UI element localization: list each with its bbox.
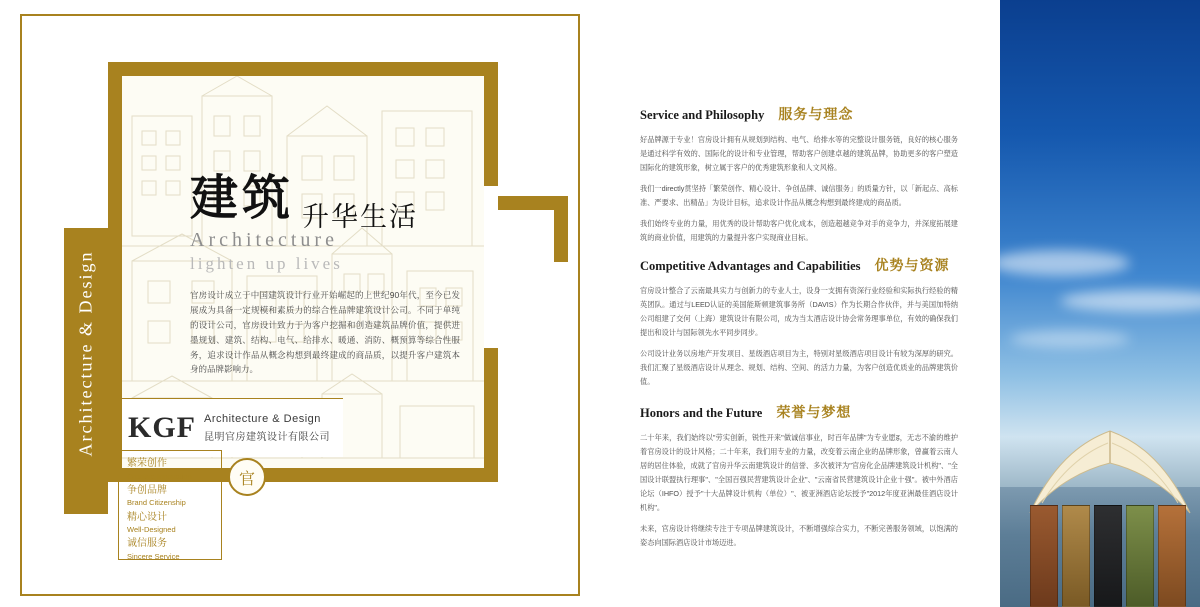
value-en-1: Brand Citizenship bbox=[127, 498, 186, 508]
logo-tagline-en: Architecture & Design bbox=[204, 413, 321, 425]
pillar bbox=[1062, 505, 1090, 607]
value-en-2: Well-Designed bbox=[127, 525, 176, 534]
frame-corner-top bbox=[484, 76, 498, 186]
vertical-gold-bar bbox=[64, 228, 108, 514]
section-title-cn: 服务与理念 bbox=[778, 106, 854, 122]
section-title-en: Competitive Advantages and Capabilities bbox=[640, 259, 861, 273]
section-body bbox=[640, 133, 958, 245]
frame-corner-bottom bbox=[484, 348, 498, 468]
frame-notch-vertical bbox=[554, 196, 568, 262]
vertical-label: Architecture & Design bbox=[75, 250, 96, 457]
company-seal-icon: 官 bbox=[228, 458, 266, 496]
value-cn-1: 争创品牌 bbox=[127, 484, 167, 496]
pillar bbox=[1126, 505, 1154, 607]
paragraph: 二十年来，我们始终以"劳实创新，锐性开来"做诚信事业，时百年品牌"为专业愿ह，无志不渝的维护着官房设计的设计风格；二十年来，我们用专业的力量，改变着云南企业的品牌形象，曾赢着云南人居的居住体验，成就了官房升华云南建筑设计的信誉、多次被评为"官房化企品牌建筑设计机构"、"全国设计联盟执行理事"、"全国百强民营建筑设计企业"、"云南省民营建筑设计企业十强"。被中外酒店论坛（IHFO）授予"十大品牌设计机构（单位）"、被亚洲酒店论坛授予"2012年度亚洲最佳酒店设计机构"。 bbox=[640, 433, 958, 513]
section-honors bbox=[640, 402, 958, 557]
pillar bbox=[1158, 505, 1186, 607]
paragraph: 好品牌源于专业！官房设计拥有从规划到结构、电气、给排水等的完整设计服务链，良好的核心服务是通过科学有效的、国际化的设计和专业管理，帮助客户创建卓越的建筑品牌，协助更多的客户塑造国际化的建筑形象，树立属于客户的优秀建筑形象和人文风格。 bbox=[640, 135, 958, 173]
logo-block bbox=[122, 398, 343, 457]
values-list bbox=[118, 450, 222, 560]
pillar bbox=[1094, 505, 1122, 607]
paragraph: 我们一directly贯坚持「繁荣创作、精心设计、争创品牌、诚信服务」的质量方针，以「新起点、高标准、严要求、出精品」为设计目标，追求设计作品从概念构想到最终建成的商品质。 bbox=[640, 184, 958, 208]
value-en-3: Sincere Service bbox=[127, 551, 180, 561]
section-advantages bbox=[640, 255, 958, 396]
cover-photo-panel bbox=[1000, 0, 1200, 607]
value-cn-0: 繁荣创作 bbox=[127, 458, 167, 469]
page-subtitle-en: lighten up lives bbox=[190, 254, 343, 273]
value-cn-3: 诚信服务 bbox=[127, 538, 167, 550]
page-title: 建筑 bbox=[190, 172, 295, 225]
value-en-0: Creative Innovation bbox=[127, 471, 192, 481]
book-architecture-sculpture bbox=[1026, 417, 1196, 607]
company-intro-text: 官房设计成立于中国建筑设计行业开始崛起的上世纪90年代，至今已发展成为具备一定规模和素质力的综合性品牌建筑设计公司。不同于单纯的设计公司，官房设计致力于为客户挖掘和创造建筑品牌价值，提供进墨规划、建筑、结构、电气、给排水、暖通、消防、概预算等综合性服务，追求设计作品从概念构想到最终建成的商品质，以提升客户建筑本身的品牌影响力。 bbox=[190, 290, 460, 375]
cloud bbox=[1010, 330, 1130, 348]
logo-mark: KGF bbox=[128, 411, 196, 444]
section-service-philosophy bbox=[640, 104, 958, 252]
paragraph: 公司设计业务以房地产开发项目、星级酒店项目为主，特别对星级酒店项目设计有较为深厚的研究。我们汇聚了星级酒店设计从理念、规划、结构、空间、的活力力量，为客户创造优质业的品牌建筑价值。 bbox=[640, 349, 958, 387]
pillar bbox=[1030, 505, 1058, 607]
paragraph: 我们始终专业的力量，用优秀的设计帮助客户优化成本，创造超越竞争对手的竞争力，并深度拓展建筑的商业价值，用建筑的力量提升客户实现商业目标。 bbox=[640, 219, 958, 243]
page-subtitle-cn: 升华生活 bbox=[302, 202, 419, 232]
logo-company-cn: 昆明官房建筑设计有限公司 bbox=[204, 432, 330, 443]
section-title-en: Honors and the Future bbox=[640, 406, 763, 420]
right-text-page bbox=[600, 0, 1000, 607]
paragraph: 未来，官房设计将继续专注于专项品牌建筑设计，不断增强综合实力，不断完善服务领域，以饱满的姿态向国际酒店设计市场迈进。 bbox=[640, 524, 958, 548]
section-title-en: Service and Philosophy bbox=[640, 108, 765, 122]
section-title-cn: 优势与资源 bbox=[874, 257, 950, 273]
paragraph: 官房设计整合了云南最具实力与创新力的专业人士，设身一支拥有资深行业经验和实际执行经验的精英团队。通过与LEED认证的美国能斯顿建筑事务所（DAVIS）作为长期合作伙伴，并与美国加特纳公司组建了交何（上海）建筑设计有限公司，成为当太酒店设计协会常务理事单位，有效的确保我们提出和设计与国际领先水平同步同步。 bbox=[640, 286, 958, 338]
cover-title-block bbox=[190, 172, 490, 274]
section-body bbox=[640, 431, 958, 550]
value-cn-2: 精心设计 bbox=[127, 511, 167, 523]
section-title-cn: 荣誉与梦想 bbox=[776, 404, 852, 420]
page-title-en: Architecture bbox=[190, 229, 338, 251]
section-body bbox=[640, 284, 958, 389]
